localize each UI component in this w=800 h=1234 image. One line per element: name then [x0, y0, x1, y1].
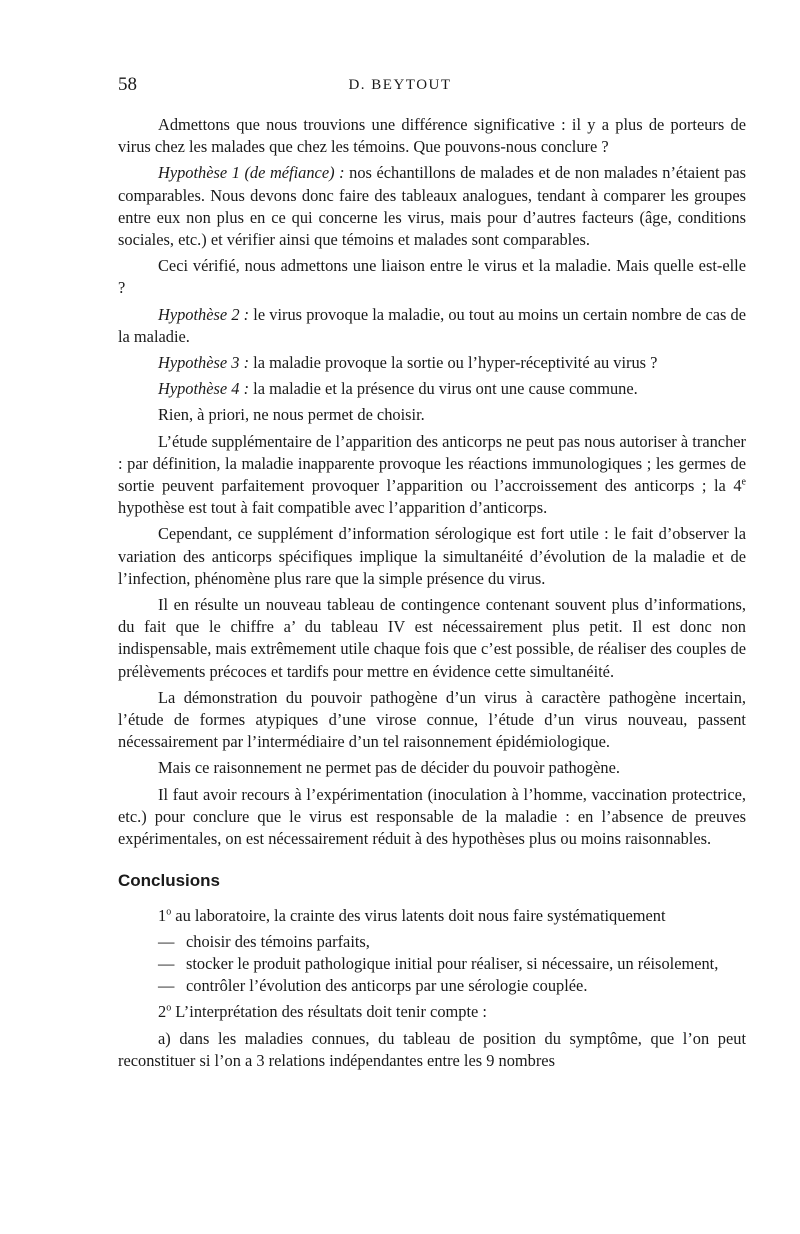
paragraph-text: L’étude supplémentaire de l’apparition des anticorps ne peut pas nous autoriser à trancher : par définition, la maladie inapparente provoque les réactions immunologiques ; les germes de sortie peuvent parfaitement provoquer l’apparition ou l’accroissement des anticorps ; la 4	[118, 431, 746, 496]
hypothesis-2-label: Hypothèse 2 :	[158, 304, 250, 324]
paragraph-antibodies	[118, 431, 746, 520]
degree-sign: o	[166, 906, 172, 918]
hypothesis-2	[118, 304, 746, 348]
hypothesis-3	[118, 352, 746, 374]
degree-sign: o	[166, 1002, 172, 1014]
hypothesis-3-label: Hypothèse 3 :	[158, 353, 250, 373]
superscript: e	[741, 476, 746, 488]
dash-marker: —	[158, 976, 175, 996]
paragraph: Cependant, ce supplément d’information sérologique est fort utile : le fait d’observer la variation des anticorps spécifiques implique la simultanéité d’évolution de la maladie et de l’infection, phénomène plus rare que la simple présence du virus.	[118, 524, 746, 588]
paragraph: Rien, à priori, ne nous permet de choisir.	[158, 405, 425, 425]
paragraph: La démonstration du pouvoir pathogène d’un virus à caractère pathogène incertain, l’étude de formes atypiques d’une virose connue, l’étude d’un virus nouveau, passent nécessairement par l’intermédiaire d’un tel raisonnement épidémiologique.	[118, 687, 746, 752]
conclusion-1	[118, 905, 746, 927]
list-item-text: stocker le produit pathologique initial pour réaliser, si nécessaire, un réisolement,	[186, 953, 719, 973]
paragraph: Ceci vérifié, nous admettons une liaison entre le virus et la maladie. Mais quelle est-elle ?	[118, 256, 746, 298]
conclusion-number: 1	[158, 905, 167, 925]
list-item-text: choisir des témoins parfaits,	[186, 931, 370, 951]
conclusion-number: 2	[158, 1002, 167, 1022]
conclusion-2	[118, 1001, 746, 1023]
hypothesis-1-label: Hypothèse 1 (de méfiance) :	[158, 163, 345, 183]
hypothesis-4	[118, 378, 746, 400]
list-item-text: contrôler l’évolution des anticorps par une sérologie couplée.	[186, 976, 588, 996]
paragraph-text: hypothèse est tout à fait compatible avec l’apparition d’anticorps.	[118, 498, 548, 518]
hypothesis-4-text: la maladie et la présence du virus ont une cause commune.	[253, 379, 638, 399]
conclusion-2a: a) dans les maladies connues, du tableau de position du symptôme, que l’on peut reconstituer si l’on a 3 relations indépendantes entre les 9 nombres	[118, 1028, 746, 1070]
dash-marker: —	[158, 931, 175, 951]
list-item	[118, 975, 746, 997]
dash-marker: —	[158, 953, 175, 973]
paragraph: Admettons que nous trouvions une différence significative : il y a plus de porteurs de virus chez les malades que chez les témoins. Que pouvons-nous conclure ?	[118, 115, 746, 157]
page-body	[118, 114, 746, 1076]
hypothesis-2-text: le virus provoque la maladie, ou tout au moins un certain nombre de cas de la maladie.	[118, 304, 747, 346]
list-item	[118, 953, 746, 975]
paragraph: Il faut avoir recours à l’expérimentation (inoculation à l’homme, vaccination protectrice, etc.) pour conclure que le virus est responsable de la maladie : en l’absence de preuves expérimentales, on est nécessairement réduit à des hypothèses plus ou moins raisonnables.	[118, 784, 746, 849]
hypothesis-1-text: nos échantillons de malades et de non malades n’étaient pas comparables. Nous devons donc faire des tableaux analogues, tendant à comparer les groupes entre eux non plus en ce qui concerne les virus, mais pour d’autres facteurs (âge, conditions sociales, etc.) et vérifier ainsi que témoins et malades sont comparables.	[118, 163, 746, 250]
list-item	[118, 931, 746, 953]
dash-list	[118, 931, 746, 998]
hypothesis-4-label: Hypothèse 4 :	[158, 379, 250, 399]
running-head: D. BEYTOUT	[348, 77, 452, 93]
paragraph: Il en résulte un nouveau tableau de contingence contenant souvent plus d’informations, du fait que le chiffre a’ du tableau IV est nécessairement plus petit. Il est donc non indispensable, mais extrêmement utile chaque fois que c’est possible, de réaliser des couples de prélèvements précoces et tardifs pour mettre en évidence cette simultanéité.	[118, 595, 746, 681]
conclusion-text: L’interprétation des résultats doit tenir compte :	[171, 1002, 487, 1022]
page-number: 58	[118, 74, 137, 95]
hypothesis-1	[118, 162, 746, 251]
section-heading-conclusions: Conclusions	[118, 871, 221, 891]
hypothesis-3-text: la maladie provoque la sortie ou l’hyper-réceptivité au virus ?	[253, 353, 658, 373]
paragraph: Mais ce raisonnement ne permet pas de décider du pouvoir pathogène.	[158, 758, 620, 778]
conclusion-text: au laboratoire, la crainte des virus latents doit nous faire systématiquement	[171, 905, 666, 925]
